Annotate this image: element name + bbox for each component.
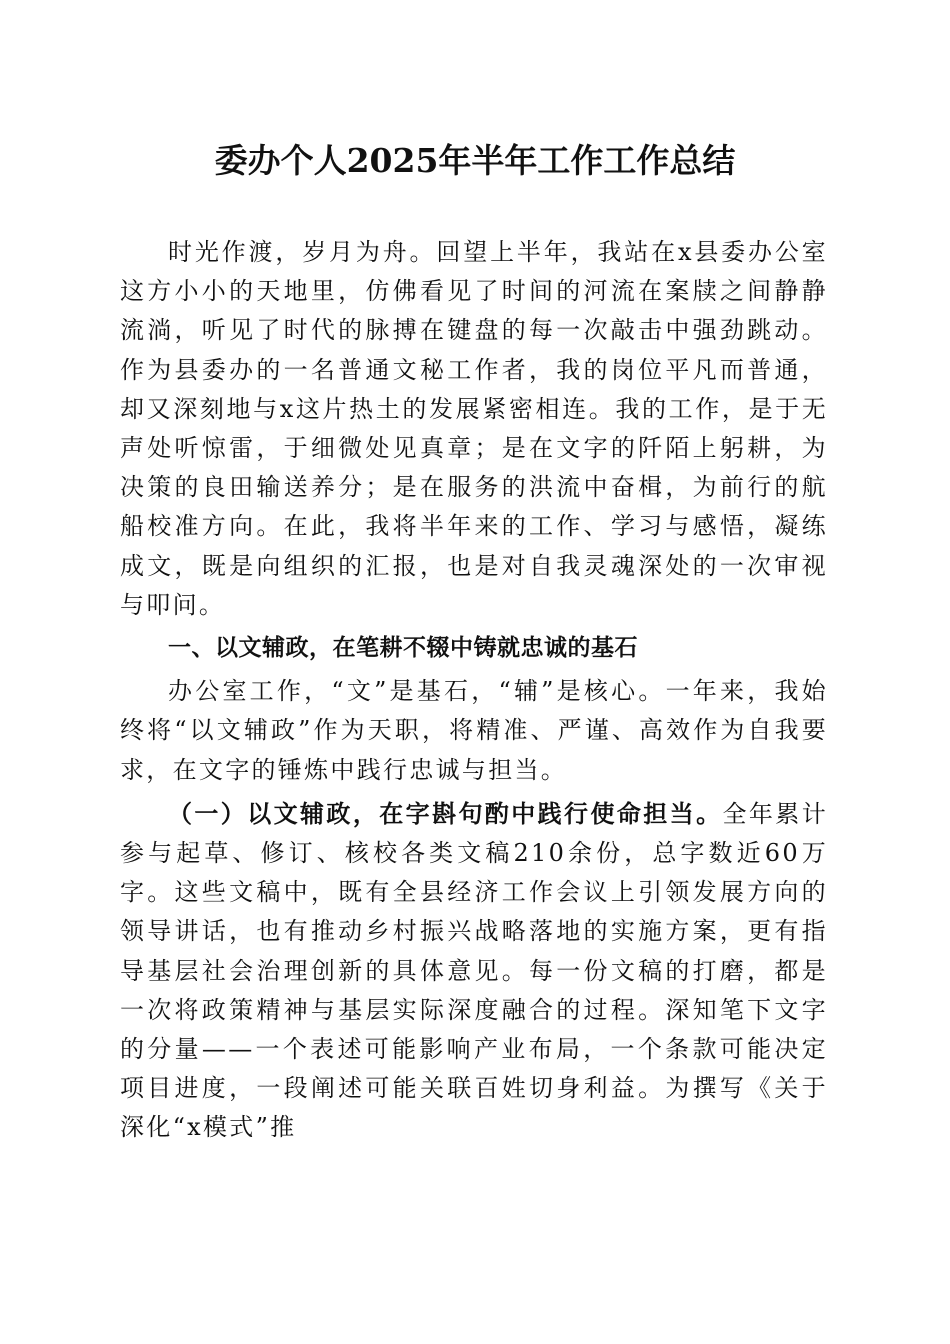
document-body: [120, 233, 828, 1148]
document-title: 委办个人2025年半年工作工作总结: [214, 141, 736, 180]
subsection-1-paragraph: [120, 794, 828, 1148]
subsection-1-lead: （一）以文辅政，在字斟句酌中践行使命担当。: [168, 798, 723, 828]
section-heading-1: 一、以文辅政，在笔耕不辍中铸就忠诚的基石: [168, 635, 638, 662]
subsection-1-body: 全年累计参与起草、修订、核校各类文稿210余份，总字数近60万字。这些文稿中，既有全县经济工作会议上引领发展方向的领导讲话，也有推动乡村振兴战略落地的实施方案，更有指导基层社会治理创新的具体意见。每一份文稿的打磨，都是一次将政策精神与基层实际深度融合的过程。深知笔下文字的分量——一个表述可能影响产业布局，一个条款可能决定项目进度，一段阐述可能关联百姓切身利益。为撰写《关于深化“x模式”推: [120, 799, 828, 1142]
intro-paragraph: 时光作渡，岁月为舟。回望上半年，我站在x县委办公室这方小小的天地里，仿佛看见了时间的河流在案牍之间静静流淌，听见了时代的脉搏在键盘的每一次敲击中强劲跳动。作为县委办的一名普通文秘工作者，我的岗位平凡而普通，却又深刻地与x这片热土的发展紧密相连。我的工作，是于无声处听惊雷，于细微处见真章；是在文字的阡陌上躬耕，为决策的良田输送养分；是在服务的洪流中奋楫，为前行的航船校准方向。在此，我将半年来的工作、学习与感悟，凝练成文，既是向组织的汇报，也是对自我灵魂深处的一次审视与叩问。: [120, 238, 828, 619]
section1-intro-paragraph: 办公室工作，“文”是基石，“辅”是核心。一年来，我始终将“以文辅政”作为天职，将精准、严谨、高效作为自我要求，在文字的锤炼中践行忠诚与担当。: [120, 677, 828, 784]
